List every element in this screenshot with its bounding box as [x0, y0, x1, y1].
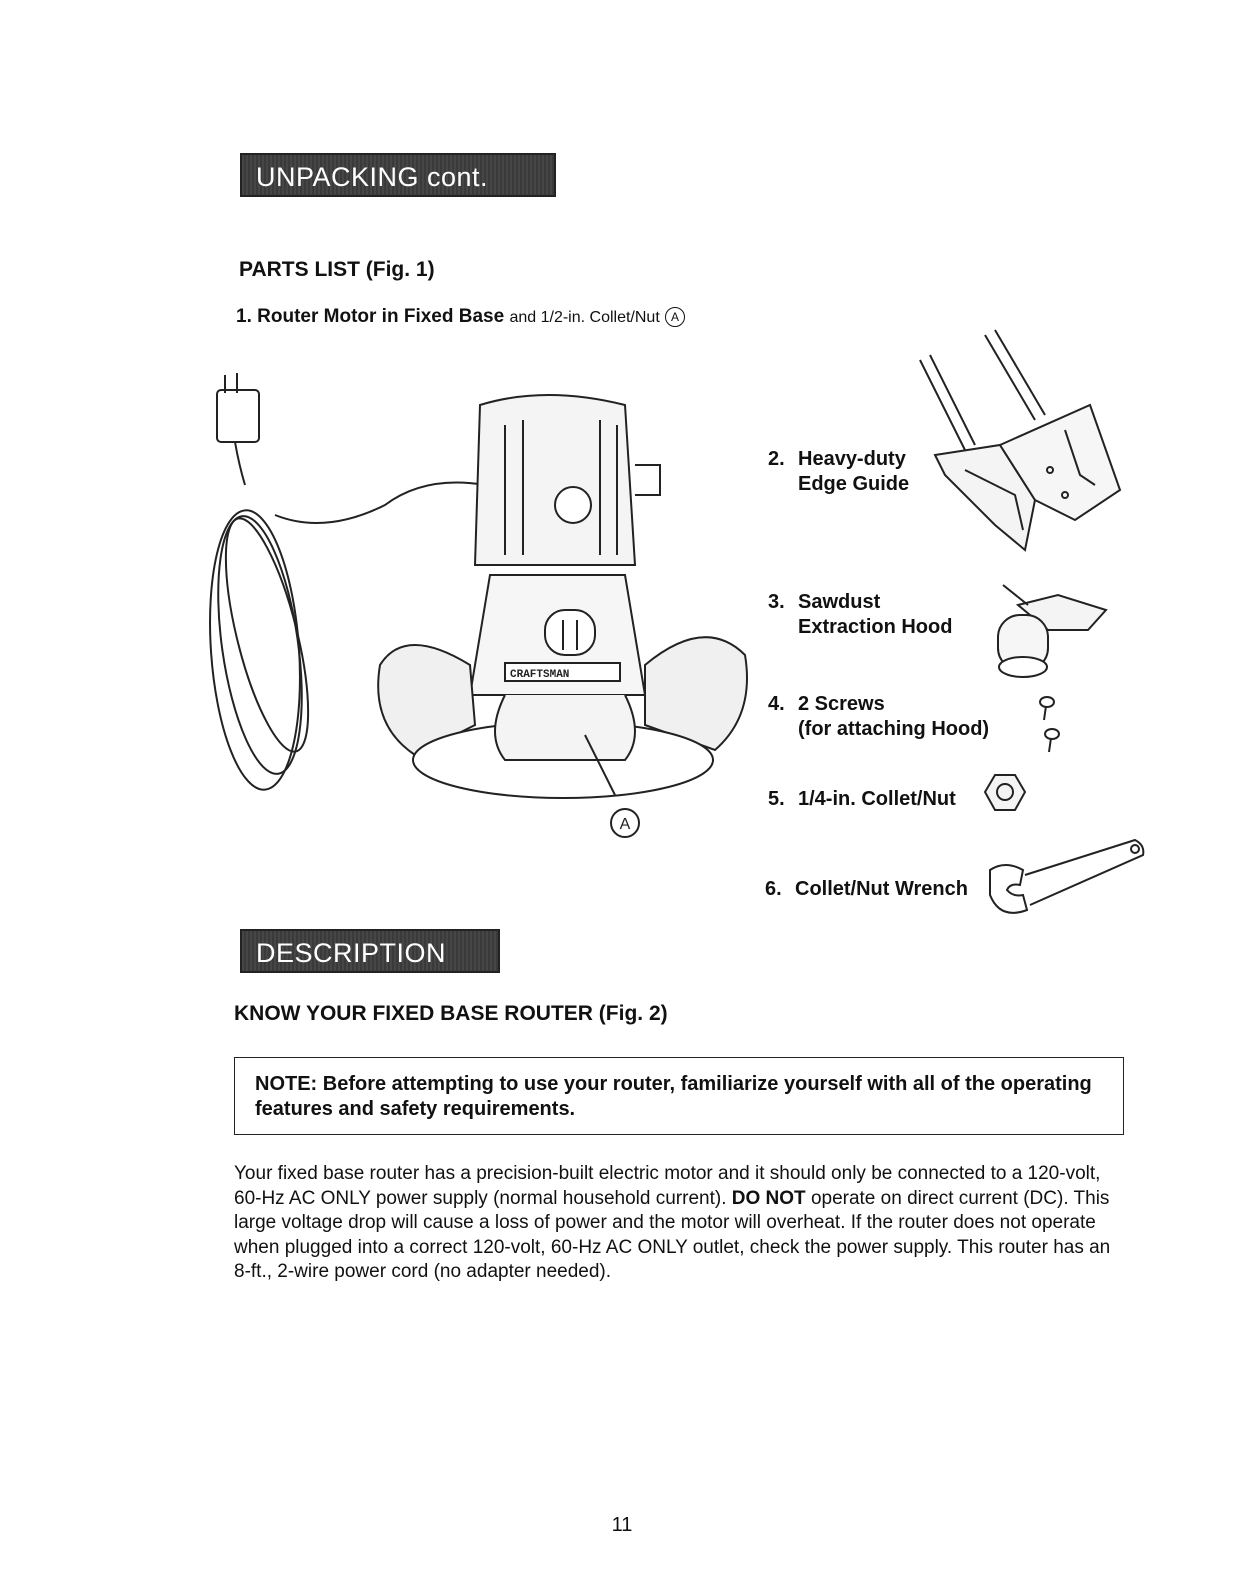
parts-item-1 — [236, 306, 685, 328]
item6-number: 6. — [765, 878, 782, 900]
parts-item-2 — [768, 447, 909, 497]
item3-number: 3. — [768, 591, 785, 613]
know-router-title: KNOW YOUR FIXED BASE ROUTER (Fig. 2) — [234, 1002, 668, 1025]
edge-guide-illustration — [905, 325, 1125, 565]
item3-line2: Extraction Hood — [798, 616, 953, 638]
body-bold: DO NOT — [731, 1187, 806, 1209]
parts-item-3 — [768, 590, 952, 640]
item2-line1: Heavy-duty — [798, 448, 906, 470]
item4-line1: 2 Screws — [798, 693, 885, 715]
parts-list-title: PARTS LIST (Fig. 1) — [239, 258, 435, 281]
parts-item-5 — [768, 787, 956, 812]
item1-number: 1. — [236, 306, 252, 327]
item1-rest: and 1/2-in. Collet/Nut — [509, 309, 660, 326]
item5-number: 5. — [768, 788, 785, 810]
parts-item-4 — [768, 692, 989, 742]
item1-name: Router Motor in Fixed Base — [257, 306, 505, 327]
item2-number: 2. — [768, 448, 785, 470]
body-paragraph — [234, 1162, 1124, 1285]
parts-item-6 — [765, 877, 968, 902]
item6-line1: Collet/Nut Wrench — [795, 878, 968, 900]
item1-marker: A — [665, 307, 685, 327]
item5-line1: 1/4-in. Collet/Nut — [798, 788, 956, 810]
screws-icon — [1035, 690, 1065, 760]
item4-number: 4. — [768, 693, 785, 715]
router-illustration — [205, 365, 765, 845]
callout-a: A — [619, 816, 631, 833]
unpacking-banner: UNPACKING cont. — [240, 153, 556, 197]
page-number: 11 — [611, 1514, 633, 1536]
body-part2: operate on direct current (DC). This large voltage drop will cause a loss of power and the motor will overheat. If the router does not operate when plugged into a correct 120-volt, 60-Hz AC ONLY outlet, check the power supply. This router has an 8-ft., 2-wire power cord (no adapter needed). — [234, 1187, 1111, 1282]
note-text: NOTE: Before attempting to use your router, familiarize yourself with all of the operating features and safety requirements. — [255, 1073, 1092, 1120]
body-part1: Your fixed base router has a precision-built electric motor and it should only be connected to a 120-volt, 60-Hz AC ONLY power supply (normal household current). — [234, 1163, 1101, 1209]
item2-line2: Edge Guide — [798, 473, 910, 495]
wrench-icon — [985, 835, 1150, 930]
item4-line2: (for attaching Hood) — [798, 718, 990, 740]
note-box — [234, 1057, 1124, 1135]
collet-nut-icon — [980, 770, 1030, 820]
sawdust-hood-illustration — [978, 575, 1108, 680]
item3-line1: Sawdust — [798, 591, 881, 613]
description-banner: DESCRIPTION — [240, 929, 500, 973]
brand-label: CRAFTSMAN — [510, 669, 570, 681]
